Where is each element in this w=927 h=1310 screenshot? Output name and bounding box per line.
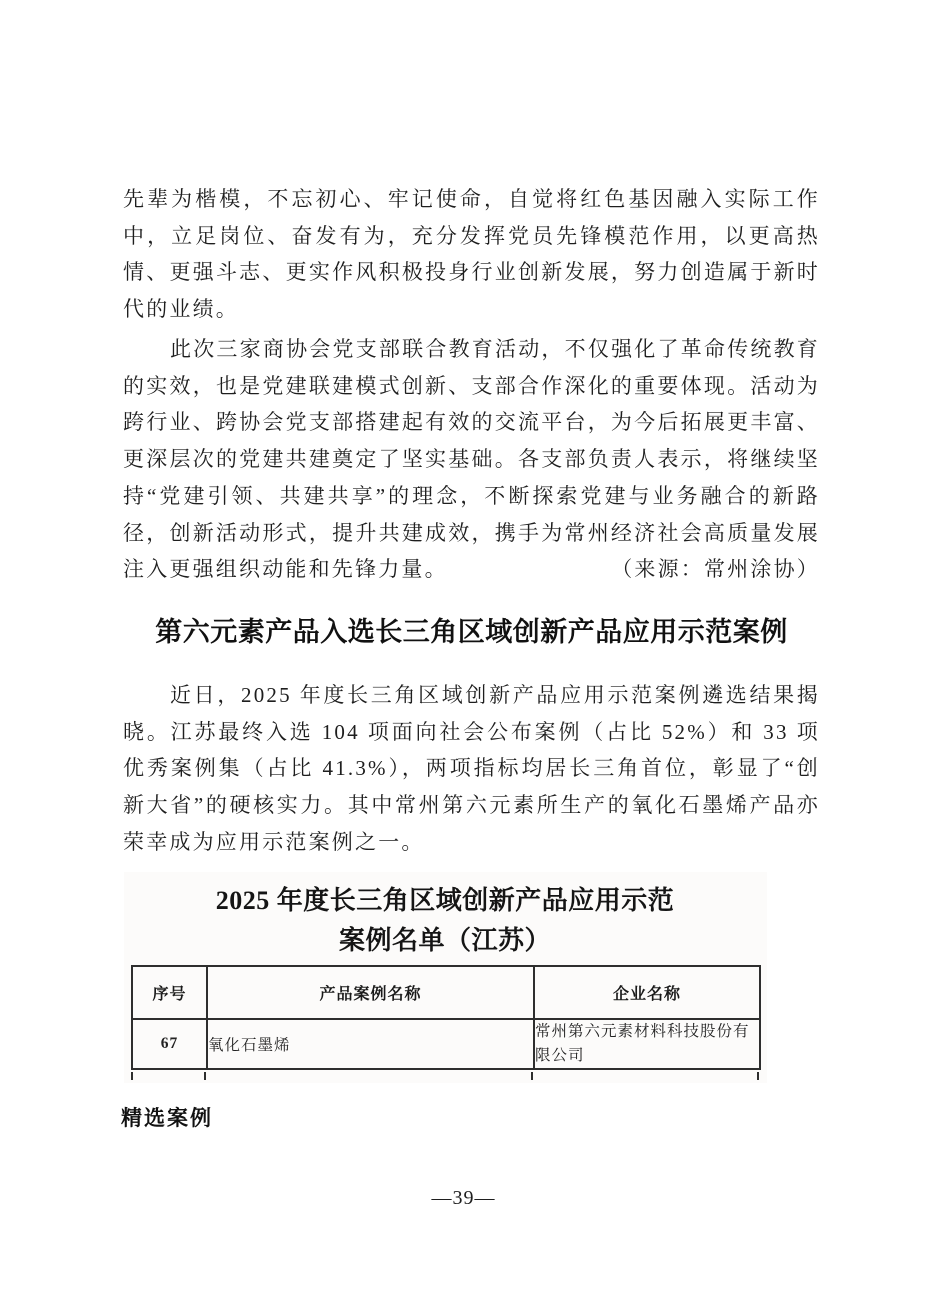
table-crop-line: [531, 1072, 533, 1080]
cell-serial: 67: [132, 1019, 207, 1069]
table-row: [132, 1019, 760, 1069]
figure-title: [131, 881, 759, 961]
column-header-serial: 序号: [132, 966, 207, 1019]
figure-title-line1: 2025 年度长三角区域创新产品应用示范: [215, 886, 675, 915]
paragraph-continuation: 先辈为楷模，不忘初心、牢记使命，自觉将红色基因融入实际工作中，立足岗位、奋发有为，充分发挥党员先锋模范作用，以更高热情、更强斗志、更实作风积极投身行业创新发展，努力创造属于新时代的业绩。: [123, 187, 820, 322]
page-number: —39—: [431, 1187, 496, 1209]
table-crop-line: [131, 1072, 133, 1080]
cell-company: 常州第六元素材料科技股份有限公司: [534, 1019, 760, 1069]
table-crop-line: [757, 1072, 759, 1080]
source-attribution: （来源：常州涂协）: [611, 557, 820, 582]
section-label: 精选案例: [121, 1107, 213, 1130]
column-header-product: 产品案例名称: [207, 966, 534, 1019]
cell-product: 氧化石墨烯: [207, 1019, 534, 1069]
paragraph-activity-summary-text: 此次三家商协会党支部联合教育活动，不仅强化了革命传统教育的实效，也是党建联建模式创新、支部合作深化的重要体现。活动为跨行业、跨协会党支部搭建起有效的交流平台，为今后拓展更丰富、更深层次的党建共建奠定了坚实基础。各支部负责人表示，将继续坚持“党建引领、共建共享”的理念，不断探索党建与业务融合的新路径，创新活动形式，提升共建成效，携手为常州经济社会高质量发展注入更强组织动能和先锋力量。: [123, 337, 820, 582]
column-header-company: 企业名称: [534, 966, 760, 1019]
paragraph-activity-summary: [123, 331, 820, 588]
table-crop-line: [204, 1072, 206, 1080]
paragraph-news-body: 近日，2025 年度长三角区域创新产品应用示范案例遴选结果揭晓。江苏最终入选 104 项面向社会公布案例（占比 52%）和 33 项优秀案例集（占比 41.3%），两项指标均居长三角首位，彰显了“创新大省”的硬核实力。其中常州第六元素所生产的氧化石墨烯产品亦荣幸成为应用示范案例之一。: [123, 683, 820, 854]
figure-title-line2: 案例名单（江苏）: [338, 926, 551, 955]
table-header-row: [132, 966, 760, 1019]
article-heading: 第六元素产品入选长三角区域创新产品应用示范案例: [155, 617, 788, 648]
cases-table: [131, 965, 761, 1070]
